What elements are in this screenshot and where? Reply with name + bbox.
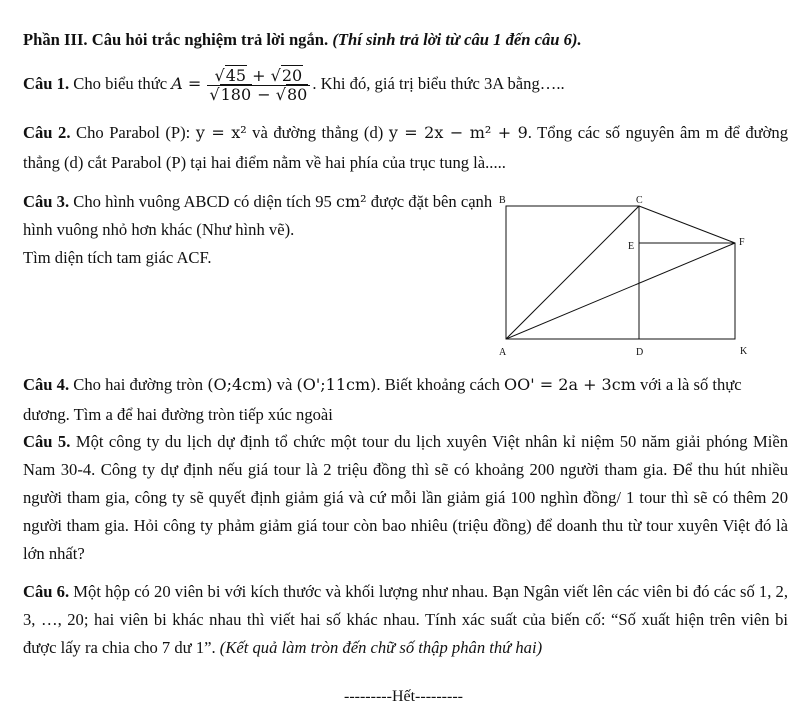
question-2-label: Câu 2. (23, 123, 71, 142)
section-title: Phần III. Câu hỏi trắc nghiệm trả lời ngắn. (23, 30, 329, 49)
label-c: C (636, 195, 643, 206)
expression-fraction (207, 67, 310, 104)
question-4 (23, 370, 788, 430)
label-a: A (499, 347, 507, 358)
question-4-label: Câu 4. (23, 375, 70, 394)
end-marker: ---------Hết--------- (343, 688, 463, 705)
question-3-label: Câu 3. (23, 192, 70, 211)
label-d: D (636, 347, 644, 358)
question-3-text-3: Tìm diện tích tam giác ACF. (23, 248, 212, 267)
question-6 (23, 578, 788, 662)
label-f: F (739, 237, 745, 248)
question-4-and: và (276, 375, 293, 394)
label-k: K (740, 346, 748, 357)
question-4-text-1: Cho hai đường tròn (73, 375, 204, 394)
question-6-label: Câu 6. (23, 582, 70, 601)
area-unit: cm² (336, 192, 367, 211)
section-note: (Thí sinh trả lời từ câu 1 đến câu 6). (332, 30, 582, 49)
segment-ac (506, 206, 639, 339)
question-3-text-2: được đặt bên cạnh hình vuông nhỏ hơn khác (Như hình vẽ). (23, 192, 493, 239)
question-1-label: Câu 1. (23, 74, 70, 93)
section-header (23, 26, 788, 54)
question-2-text-2: và đường thẳng (d) (252, 123, 384, 142)
question-4-text-3: với a là số thực dương. Tìm a để hai đường tròn tiếp xúc ngoài (23, 375, 742, 424)
question-3-text-1: Cho hình vuông ABCD có diện tích 95 (73, 192, 332, 211)
circle-1: (O;4cm) (207, 375, 273, 394)
question-5 (23, 428, 788, 568)
question-1 (23, 66, 788, 104)
question-3 (23, 188, 493, 272)
fraction-denominator: √180 − √80 (209, 84, 308, 104)
line-equation: y = 2x − m² + 9 (388, 123, 528, 142)
label-b: B (499, 195, 506, 206)
squares-figure (493, 192, 783, 362)
square-dk (639, 243, 735, 339)
question-4-text-2: . Biết khoảng cách (376, 375, 500, 394)
question-2 (23, 118, 788, 178)
question-5-text: Một công ty du lịch dự định tổ chức một tour du lịch xuyên Việt nhân kỉ niệm 50 năm giải phóng Miền Nam 30-4. Công ty dự định nếu giá tour là 2 triệu đồng thì sẽ có khoảng 200 người tham gia. Để thu hút nhiều người tham gia, công ty sẽ quyết định giảm giá và cứ mỗi lần giảm giá 100 nghìn đồng/ 1 tour thì sẽ có thêm 20 người tham gia. Hỏi công ty phảm giảm giá tour còn bao nhiêu (triệu đồng) để doanh thu từ tour xuyên Việt đó là lớn nhất? (23, 432, 789, 563)
question-1-intro: Cho biểu thức (73, 74, 168, 93)
question-6-text: Một hộp có 20 viên bi với kích thước và khối lượng như nhau. Bạn Ngân viết lên các viên bi đó các số 1, 2, 3, …, 20; hai viên bi khác nhau thì viết hai số khác nhau. Tính xác suất của biến cố: “Số xuất hiện trên viên bi được lấy ra chia cho 7 dư 1”. (23, 582, 788, 657)
segment-cf (639, 206, 735, 243)
fraction-numerator: √45 + √20 (207, 67, 310, 86)
parabola-equation: y = x² (195, 123, 247, 142)
segment-af (506, 243, 735, 339)
question-6-note: (Kết quả làm tròn đến chữ số thập phân thứ hai) (219, 638, 543, 657)
question-2-text-1: Cho Parabol (P): (76, 123, 191, 142)
question-5-label: Câu 5. (23, 432, 71, 451)
question-1-prompt: . Khi đó, giá trị biểu thức 3A bằng….. (312, 74, 565, 93)
label-e: E (628, 241, 635, 252)
distance-expression: OO' = 2a + 3cm (504, 375, 636, 394)
circle-2: (O';11cm) (296, 375, 377, 394)
question-2-text-3: . Tổng các số nguyên âm m để đường thẳng (d) cắt Parabol (P) tại hai điểm nằm về hai phía của trục tung là..... (23, 123, 789, 172)
expression-lhs: A = (171, 74, 202, 93)
